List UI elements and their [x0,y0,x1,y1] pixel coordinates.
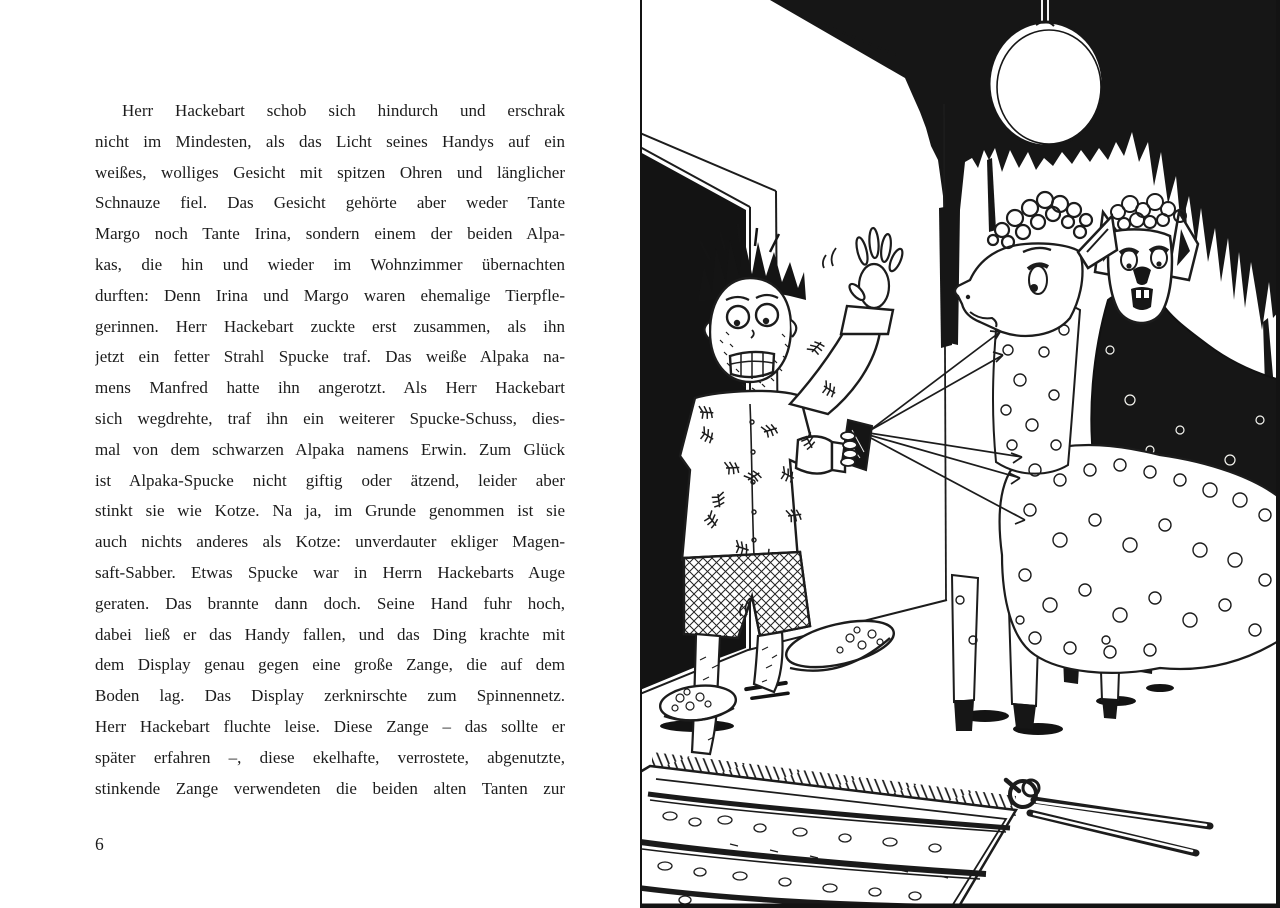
manfred-leg [952,575,978,702]
text-line: gerinnen. Herr Hackebart zuckte erst zusammen, als ihn [95,316,565,336]
erwin-mouth [1131,287,1153,310]
text-line: stinkende Zange verwendeten die beiden alten Tanten zur [95,778,565,798]
page-number: 6 [95,834,104,854]
text-line: durften: Denn Irina und Margo waren ehemalige Tierpfle- [95,285,565,305]
body-text [95,96,565,804]
manfred-nostril [966,295,970,299]
text-line: mal von dem schwarzen Alpaka namens Erwin. Zum Glück [95,439,565,459]
text-line: stinkt sie wie Kotze. Na ja, im Grunde genommen ist sie [95,501,565,521]
text-line: jetzt ein fetter Strahl Spucke traf. Das weiße Alpaka na- [95,347,565,367]
text-line: geraten. Das brannte dann doch. Seine Hand fuhr hoch, [95,593,565,613]
raised-arm-cuff [841,306,893,334]
text-line: sich wegdrehte, traf ihn ein weiterer Spucke-Schuss, dies- [95,408,565,428]
text-line: dem Display genau gegen eine große Zange, die auf dem [95,655,565,675]
text-line: kas, die hin und wieder im Wohnzimmer übernachten [95,254,565,274]
grin [730,351,774,379]
text-line: Herr Hackebart schob sich hindurch und erschrak [122,101,565,120]
text-line: später erfahren –, diese ekelhafte, verrostete, abgenutzte, [95,747,565,767]
text-line: saft-Sabber. Etwas Spucke war in Herrn Hackebarts Auge [95,562,565,582]
text-line: nicht im Mindesten, als das Licht seines Handys auf ein [95,131,565,151]
text-line: Margo noch Tante Irina, sondern einem der beiden Alpa- [95,224,565,244]
text-line: auch nichts anderes als Kotze: unverdauter ekliger Magen- [95,532,565,552]
text-line: ist Alpaka-Spucke nicht giftig oder ätzend, leider aber [95,470,565,490]
text-line: weißes, wolliges Gesicht mit spitzen Ohren und länglicher [95,162,565,182]
text-line: mens Manfred hatte ihn angerotzt. Als Herr Hackebart [95,378,565,398]
story-illustration [640,0,1280,908]
text-line: Boden lag. Das Display zerknirschte zum Spinnennetz. [95,686,565,706]
right-page [640,0,1280,908]
right-leg [754,632,783,692]
text-line: Schnauze fiel. Das Gesicht gehörte aber weder Tante [95,193,565,213]
left-page [0,0,633,908]
text-line: dabei ließ er das Handy fallen, und das Ding krachte mit [95,624,565,644]
text-line: Herr Hackebart fluchte leise. Diese Zange – das sollte er [95,716,565,736]
